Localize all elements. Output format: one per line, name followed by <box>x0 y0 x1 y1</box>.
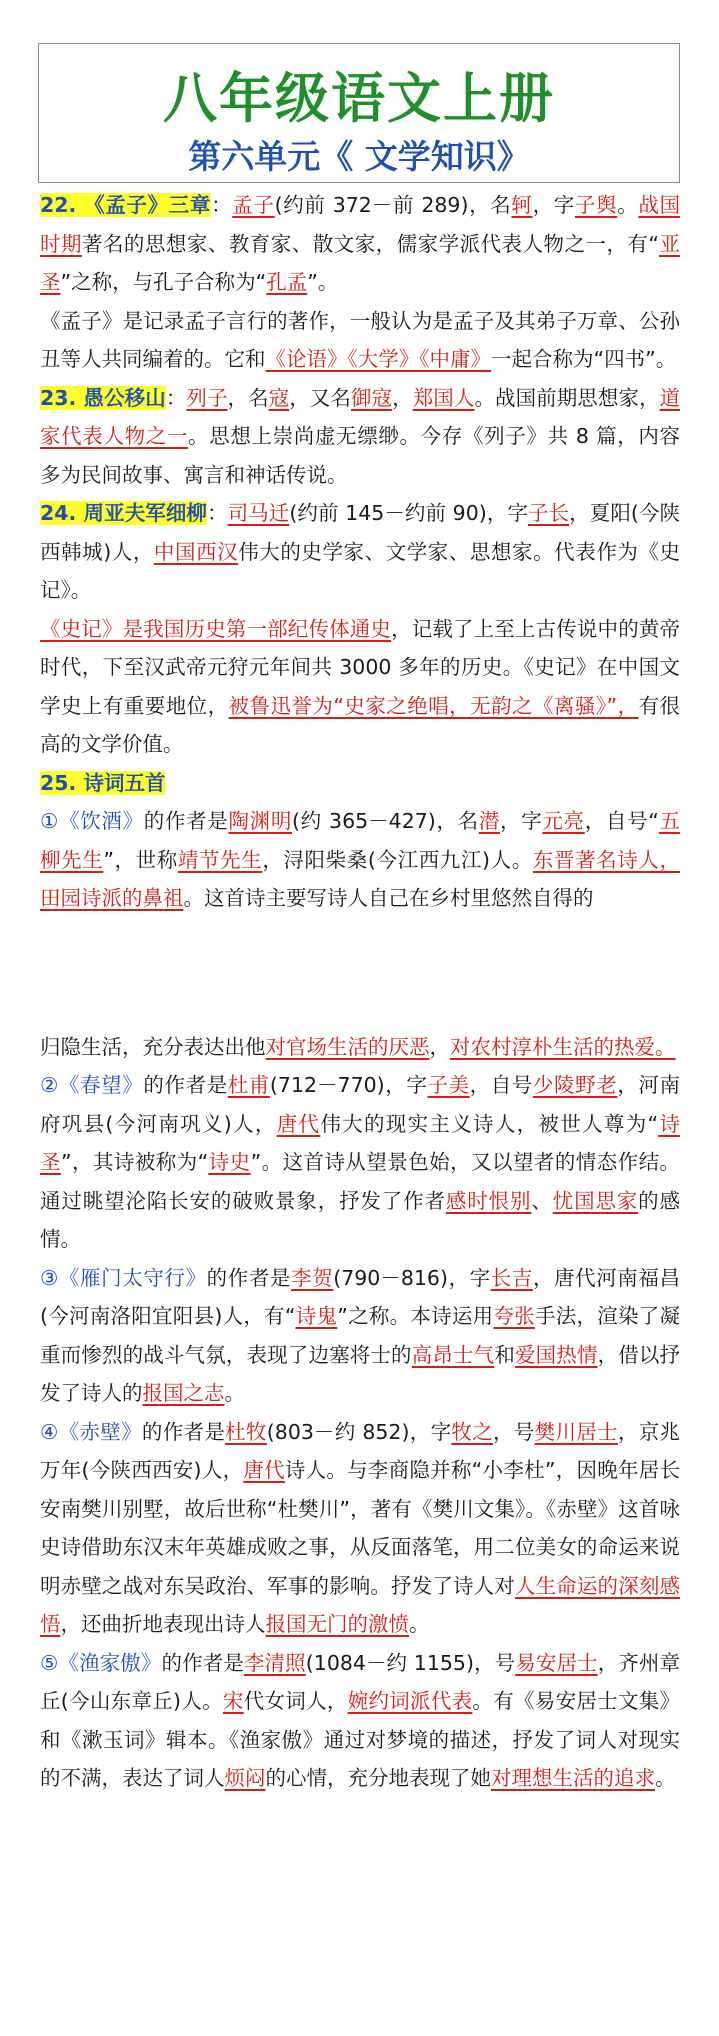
text: 一起合称为“四书”。 <box>491 347 677 371</box>
text: (790－816)，字 <box>333 1265 491 1290</box>
page-subtitle: 第六单元《 文学知识》 <box>188 137 530 176</box>
text: 的作者是 <box>206 1265 292 1290</box>
term: 樊川居士 <box>534 1419 618 1444</box>
term: 对理想生活的追求 <box>491 1766 655 1790</box>
poem-4-number: ④ <box>40 1419 59 1444</box>
term: 潜 <box>478 809 501 833</box>
text: ，字 <box>500 809 543 833</box>
section-25-heading-line <box>40 764 680 803</box>
section-24-heading: 24. 周亚夫军细柳 <box>40 501 208 525</box>
text: 。 <box>224 1381 245 1405</box>
term: 《史记》是我国历史第一部纪传体通史 <box>40 616 392 641</box>
text: ”之称，与孔子合称为“ <box>60 270 267 294</box>
text: 《孟子》是记录孟子言行的著作，一般认为是孟子及其弟子万章、公孙丑等人共同编着的。它和 <box>40 308 680 371</box>
text: 。有《易安居士文集》和《漱玉词》辑本。《渔家傲》通过对梦境的描述，抒发了词人对现实的不满，表达了词人 <box>40 1689 681 1790</box>
term: 战国时期 <box>40 193 681 256</box>
poem-2-title: 《春望》 <box>58 1073 144 1097</box>
term: 元亮 <box>542 809 585 833</box>
text: ， <box>392 385 413 410</box>
text: ： <box>211 193 233 217</box>
term: 列子 <box>186 385 228 410</box>
text: 代女词人， <box>243 1689 348 1713</box>
term: 夸张 <box>493 1304 535 1328</box>
term: 报国无门的激愤 <box>265 1612 409 1636</box>
term: 亚圣 <box>40 231 681 294</box>
text: ，自号“ <box>584 809 659 833</box>
text: 的作者是 <box>161 1650 244 1675</box>
page-title: 八年级语文上册 <box>163 67 555 130</box>
text: (约前 145－约前 90)，字 <box>289 501 528 525</box>
term: 报国之志 <box>142 1381 225 1405</box>
term: 子舆 <box>574 193 618 217</box>
term: 易安居士 <box>515 1650 598 1675</box>
term: 子长 <box>527 501 570 525</box>
text: ，夏阳(今陕西韩城)人， <box>40 501 681 564</box>
section-23-paragraph <box>40 379 680 495</box>
term: 杜甫 <box>227 1073 270 1097</box>
text: (约 365－427)，名 <box>292 809 479 833</box>
term: 道家代表人物之一 <box>40 385 681 448</box>
section-22-heading: 22. 《孟子》三章 <box>40 193 212 217</box>
text: 诗人。与李商隐并称“小李杜”，因晚年居长安南樊川别墅，故后世称“杜樊川”，著有《樊川文集》。《赤壁》这首咏史诗借助东汉末年英雄成败之事，从反面落笔，用二位美女的命运来说明赤壁之战对东吴政治、军事的影响。抒发了诗人对 <box>40 1458 680 1598</box>
text: 有很高的文学价值。 <box>40 693 681 756</box>
text: ，号 <box>493 1419 535 1444</box>
poem-2-paragraph <box>40 1066 680 1259</box>
text: 著名的思想家、教育家、散文家，儒家学派代表人物之一，有“ <box>81 231 660 256</box>
text: (1084－约 1155)，号 <box>305 1650 516 1675</box>
term: 李贺 <box>291 1265 334 1290</box>
text: ，唐代河南福昌(今河南洛阳宜阳县)人，有“ <box>40 1265 680 1328</box>
term: 孔孟 <box>266 270 308 294</box>
poem-1-paragraph-continued <box>40 1028 680 1067</box>
term: 对农村淳朴生活的热爱。 <box>450 1034 676 1059</box>
term: 诗史 <box>208 1150 251 1174</box>
page-break-gap <box>40 918 680 1028</box>
term: 轲 <box>511 193 533 217</box>
text: 伟大的现实主义诗人，被世人尊为“ <box>320 1111 659 1136</box>
poem-4-title: 《赤壁》 <box>58 1419 142 1444</box>
text: 。 <box>617 193 639 217</box>
poem-5-number: ⑤ <box>40 1650 59 1675</box>
text: 、 <box>531 1188 553 1213</box>
text: ： <box>165 385 187 410</box>
term: 《论语》《大学》《中庸》 <box>265 347 491 371</box>
term: 孟子 <box>232 193 275 217</box>
term: 宋 <box>222 1689 244 1713</box>
term: 忧国思家 <box>552 1188 639 1213</box>
text: ，河南府巩县(今河南巩义)人， <box>40 1073 680 1136</box>
term: 诗圣 <box>40 1111 680 1174</box>
section-24-paragraph-1 <box>40 494 680 610</box>
section-25-heading: 25. 诗词五首 <box>40 770 166 795</box>
text: ，京兆万年(今陕西西安)人， <box>40 1419 681 1482</box>
term: 牧之 <box>451 1419 494 1444</box>
term: 司马迁 <box>227 501 290 525</box>
term: 爱国热情 <box>514 1342 598 1367</box>
section-22-paragraph-1 <box>40 186 680 302</box>
text: (712－770)，字 <box>269 1073 428 1097</box>
text: ”。这首诗从望景色始，又以望者的情态作结。通过眺望沦陷长安的破败景象，抒发了作者 <box>40 1150 681 1213</box>
text: ，记载了上至上古传说中的黄帝时代，下至汉武帝元狩元年间共 3000 多年的历史。《史记》在中国文学史上有重要地位， <box>40 616 681 718</box>
poem-1-paragraph <box>40 802 680 918</box>
term: 李清照 <box>243 1650 306 1675</box>
term: 五柳先生 <box>40 809 681 872</box>
text: ”，世称 <box>103 847 178 872</box>
term: 中国西汉 <box>153 539 239 564</box>
text: 伟大的史学家、文学家、思想家。代表作为《史记》。 <box>40 539 681 602</box>
text: 手法，渲染了凝重而惨烈的战斗气氛，表现了边塞将士的 <box>40 1304 680 1367</box>
poem-5-title: 《渔家傲》 <box>58 1650 162 1675</box>
term: 子美 <box>427 1073 470 1097</box>
text: ，还曲折地表现出诗人 <box>60 1612 266 1636</box>
poem-3-title: 《雁门太守行》 <box>58 1265 207 1290</box>
text: (803－约 852)，字 <box>266 1419 452 1444</box>
term: 诗鬼 <box>295 1304 338 1328</box>
term: 高昂士气 <box>411 1342 495 1367</box>
text: ”。 <box>307 270 339 294</box>
term: 感时恨别 <box>445 1188 532 1213</box>
term: 唐代 <box>243 1458 285 1482</box>
term: 人生命运的深刻感悟 <box>40 1573 681 1636</box>
poem-5-paragraph <box>40 1644 680 1798</box>
text: 。 <box>655 1766 676 1790</box>
text: ，名 <box>227 385 269 410</box>
term: 烦闷 <box>224 1766 266 1790</box>
term: 少陵野老 <box>532 1073 618 1097</box>
section-24-paragraph-2 <box>40 610 680 764</box>
text: ，又名 <box>289 385 351 410</box>
text: 。这首诗主要写诗人自己在乡村里悠然自得的 <box>183 886 594 910</box>
term: 婉约词派代表 <box>347 1689 473 1713</box>
text: ，借以抒发了诗人的 <box>40 1342 681 1405</box>
text: 。战国前期思想家， <box>474 385 660 410</box>
text: ，齐州章丘(今山东章丘)人。 <box>40 1650 681 1713</box>
term: 杜牧 <box>225 1419 267 1444</box>
text: ，字 <box>532 193 575 217</box>
term: 寇 <box>268 385 290 410</box>
text: (约前 372－前 289)，名 <box>274 193 512 217</box>
term: 唐代 <box>276 1111 321 1136</box>
text: 和 <box>494 1342 515 1367</box>
term: 被鲁迅誉为“史家之绝唱，无韵之《离骚》”， <box>228 693 639 718</box>
term: 靖节先生 <box>177 847 263 872</box>
text: 的感情。 <box>40 1188 681 1251</box>
term: 陶渊明 <box>228 809 292 833</box>
poem-3-number: ③ <box>40 1265 59 1290</box>
poem-4-paragraph <box>40 1413 680 1644</box>
text: ”，其诗被称为“ <box>60 1150 209 1174</box>
text: ，浔阳柴桑(今江西九江)人。 <box>262 847 533 872</box>
term: 长吉 <box>490 1265 533 1290</box>
term: 御寇 <box>351 385 393 410</box>
text: 的作者是 <box>143 809 229 833</box>
section-22-paragraph-2 <box>40 302 680 379</box>
text: ，自号 <box>469 1073 533 1097</box>
poem-3-paragraph <box>40 1259 680 1413</box>
text: 的心情，充分地表现了她 <box>265 1766 491 1790</box>
poem-2-number: ② <box>40 1073 59 1097</box>
term: 对官场生活的厌恶 <box>265 1034 430 1059</box>
text: 的作者是 <box>143 1073 228 1097</box>
text: ”之称。本诗运用 <box>337 1304 494 1328</box>
text: 。 <box>409 1612 430 1636</box>
poem-1-number: ① <box>40 809 60 833</box>
text: ， <box>429 1034 450 1059</box>
title-box <box>38 43 680 183</box>
term: 郑国人 <box>412 385 475 410</box>
poem-1-title: 《饮酒》 <box>59 809 144 833</box>
text: ： <box>207 501 228 525</box>
section-23-heading: 23. 愚公移山 <box>40 385 166 410</box>
text: 的作者是 <box>141 1419 226 1444</box>
text: 。思想上崇尚虚无缥缈。今存《列子》共 8 篇，内容多为民间故事、寓言和神话传说。 <box>40 424 681 487</box>
text: 归隐生活，充分表达出他 <box>40 1034 266 1059</box>
document-body <box>40 186 680 1798</box>
term: 东晋著名诗人，田园诗派的鼻祖 <box>40 847 681 910</box>
